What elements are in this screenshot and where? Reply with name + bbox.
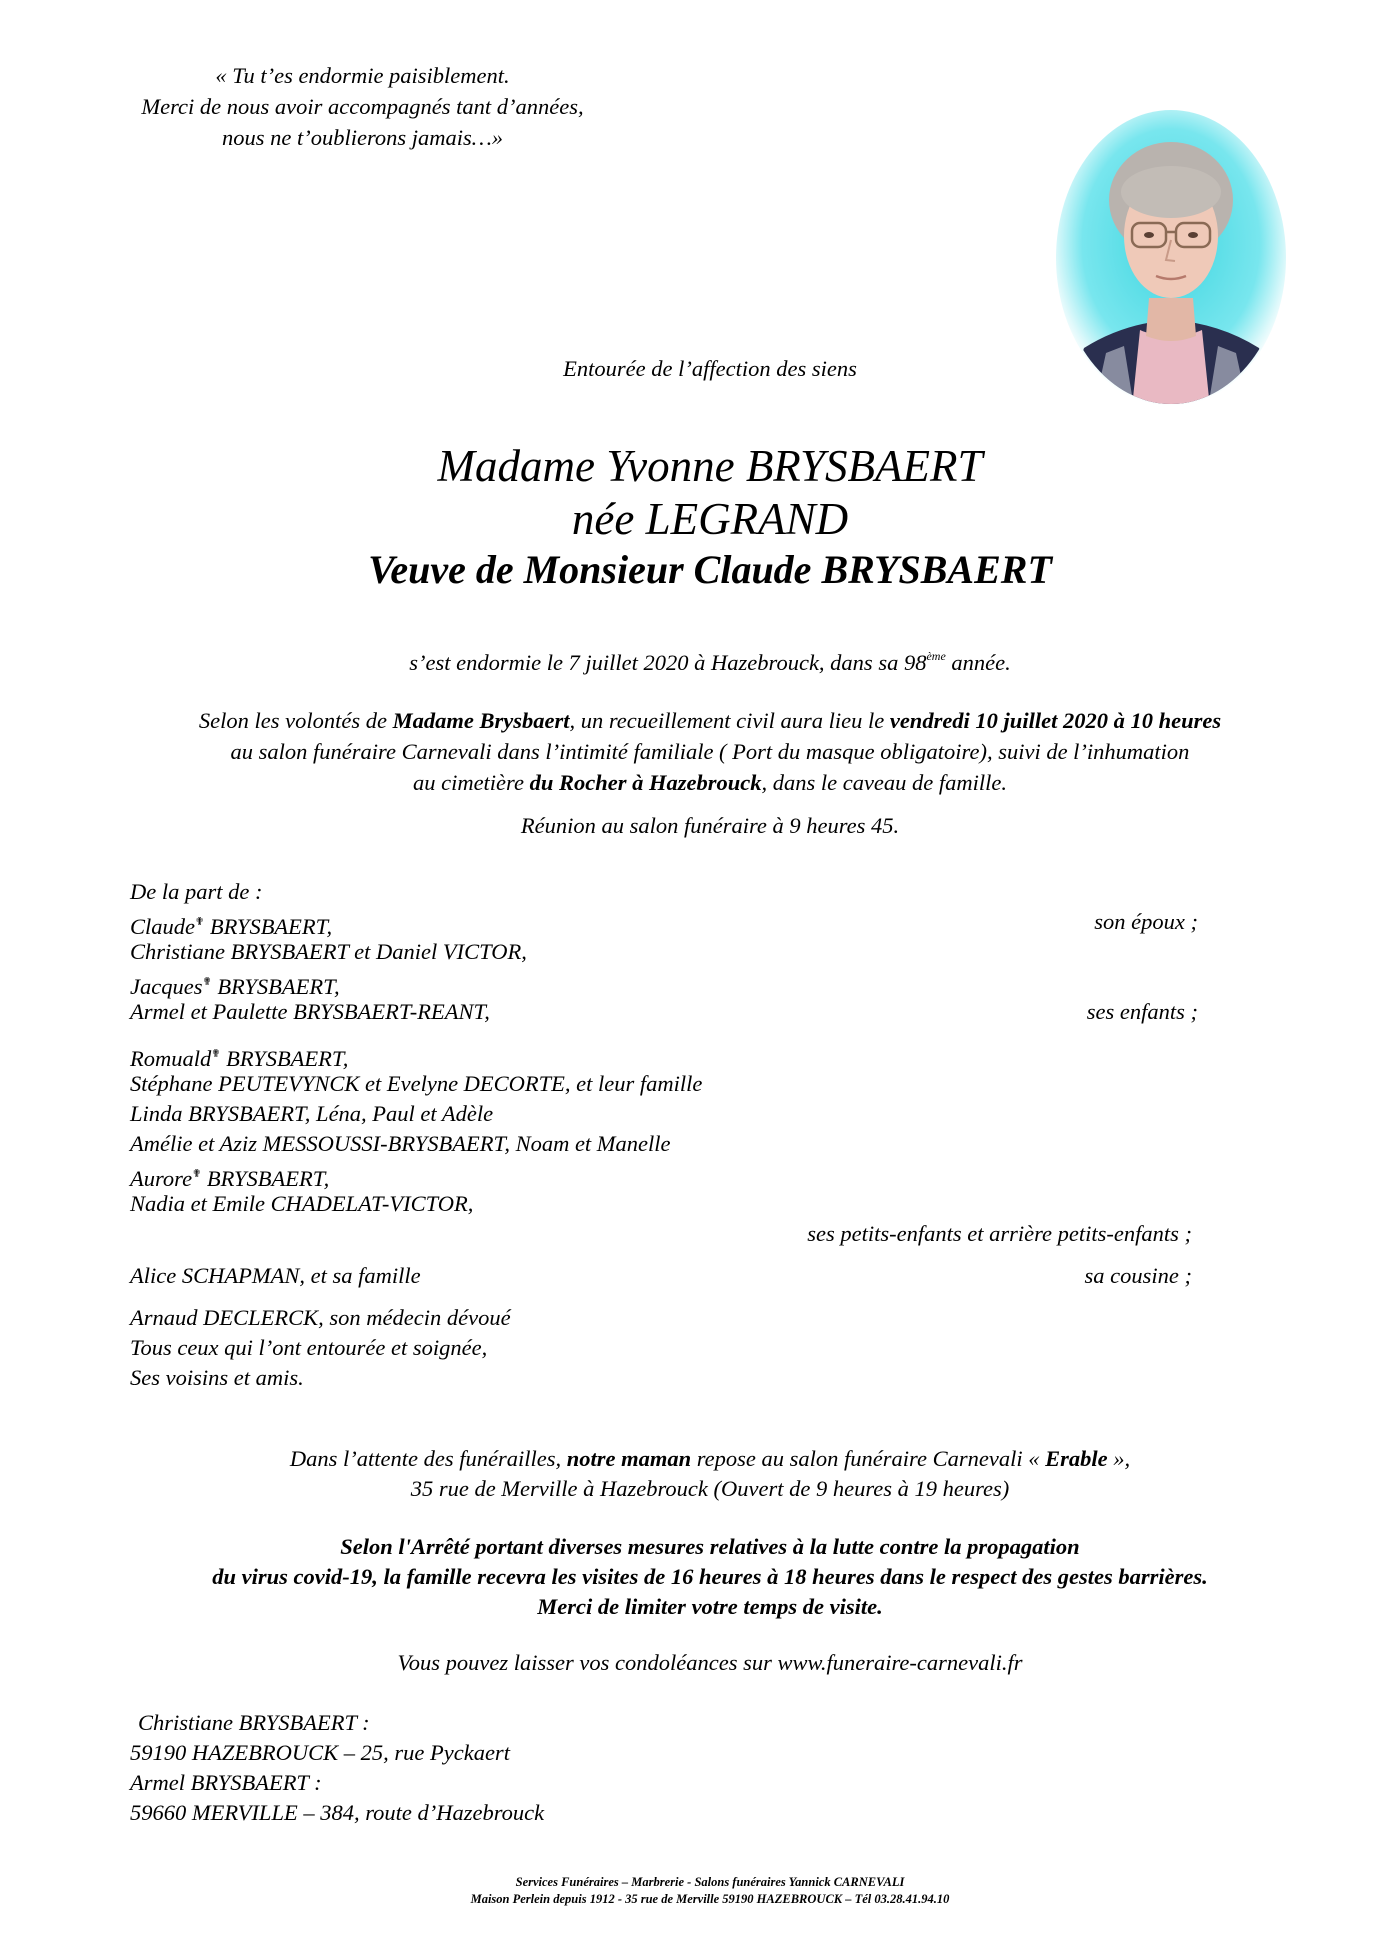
covid-line: du virus covid-19, la famille recevra les visites de 16 heures à 18 heures dans le respect des gestes barrières. (212, 1564, 1208, 1589)
ceremony-line (110, 705, 1310, 736)
family-row (130, 1261, 1210, 1291)
family-header (130, 877, 1210, 907)
ceremony-text: , un recueillement civil aura lieu le (569, 708, 890, 733)
quote-line: nous ne t’oublierons jamais…» (221, 125, 504, 150)
covid-notice (0, 1532, 1378, 1622)
address-line: Armel BRYSBAERT : (130, 1770, 322, 1795)
family-addresses (130, 1708, 544, 1828)
deceased-cross-icon: ✟ (195, 916, 205, 928)
family-name: BRYSBAERT, (211, 974, 340, 999)
family-row (130, 1099, 1210, 1129)
footer (0, 1874, 1378, 1908)
deceased-cross-icon: ✟ (192, 1168, 202, 1180)
family-name: BRYSBAERT, (204, 914, 333, 939)
family-name: Amélie et Aziz MESSOUSSI-BRYSBAERT, Noam et Manelle (130, 1131, 671, 1156)
family-row (130, 1129, 1210, 1159)
ceremony-bold: Madame Brysbaert (392, 708, 570, 733)
family-row (130, 1189, 1210, 1219)
wake-line (0, 1444, 1378, 1474)
footer-line: Maison Perlein depuis 1912 - 35 rue de Merville 59190 HAZEBROUCK – Tél 03.28.41.94.10 (470, 1892, 950, 1906)
family-role: son époux ; (1094, 909, 1198, 934)
family-name: Aurore (130, 1166, 193, 1191)
wake-bold: notre maman (566, 1446, 692, 1471)
family-name: BRYSBAERT, (201, 1166, 330, 1191)
death-text: s’est endormie le 7 juillet 2020 à Hazebrouck, dans sa 98 (409, 650, 927, 675)
family-role: sa cousine ; (1084, 1263, 1192, 1288)
family-row (130, 1039, 1210, 1069)
family-row (130, 937, 1210, 967)
family-name: Nadia et Emile CHADELAT-VICTOR, (130, 1191, 474, 1216)
ceremony-paragraph (110, 705, 1310, 798)
family-name: Jacques (130, 974, 203, 999)
family-name: Christiane BRYSBAERT et Daniel VICTOR, (130, 939, 527, 964)
wake-line: 35 rue de Merville à Hazebrouck (Ouvert de 9 heures à 19 heures) (410, 1476, 1010, 1501)
family-list (130, 877, 1210, 1393)
family-role: ses petits-enfants et arrière petits-enfants ; (807, 1221, 1192, 1246)
address-line: Christiane BRYSBAERT : (138, 1710, 370, 1735)
footer-line: Services Funéraires – Marbrerie - Salons funéraires Yannick CARNEVALI (515, 1875, 905, 1889)
widow-of: Veuve de Monsieur Claude BRYSBAERT (368, 547, 1052, 592)
family-role: ses enfants ; (1086, 999, 1198, 1024)
covid-line: Selon l'Arrêté portant diverses mesures relatives à la lutte contre la propagation (340, 1534, 1080, 1559)
wake-text: Dans l’attente des funérailles, (289, 1446, 567, 1471)
family-name: Ses voisins et amis. (130, 1365, 304, 1390)
ceremony-text: , dans le caveau de famille. (761, 770, 1008, 795)
death-text-end: année. (945, 650, 1011, 675)
family-row (130, 907, 1210, 937)
death-statement (0, 649, 1378, 676)
ceremony-text: Selon les volontés de (198, 708, 393, 733)
quote-line: Merci de nous avoir accompagnés tant d’années, (141, 94, 584, 119)
wake-text: », (1107, 1446, 1131, 1471)
family-row (130, 1363, 1210, 1393)
ceremony-line: au salon funéraire Carnevali dans l’intimité familiale ( Port du masque obligatoire), suivi de l’inhumation (230, 739, 1190, 764)
family-name: Alice SCHAPMAN, et sa famille (130, 1263, 421, 1288)
ceremony-date: vendredi 10 juillet 2020 à 10 heures (889, 708, 1222, 733)
intro-text: Entourée de l’affection des siens (563, 356, 857, 381)
family-row (130, 1159, 1210, 1189)
family-row (130, 1219, 1210, 1249)
maiden-name: née LEGRAND (571, 494, 849, 544)
ordinal-suffix: ème (926, 649, 946, 663)
deceased-cross-icon: ✟ (202, 976, 212, 988)
reunion-text: Réunion au salon funéraire à 9 heures 45. (520, 813, 900, 838)
address-line: 59660 MERVILLE – 384, route d’Hazebrouck (130, 1800, 545, 1825)
family-name: Romuald (130, 1046, 212, 1071)
family-name: Linda BRYSBAERT, Léna, Paul et Adèle (130, 1101, 494, 1126)
family-row (130, 1069, 1210, 1099)
cemetery-name: du Rocher à Hazebrouck (529, 770, 762, 795)
address-line: 59190 HAZEBROUCK – 25, rue Pyckaert (130, 1740, 510, 1765)
quote-line: « Tu t’es endormie paisiblement. (215, 63, 510, 88)
room-name: Erable (1045, 1446, 1108, 1471)
family-name: Claude (130, 914, 195, 939)
opening-quote (100, 60, 625, 153)
family-name: Tous ceux qui l’ont entourée et soignée, (130, 1335, 488, 1360)
family-row (130, 967, 1210, 997)
family-row (130, 1333, 1210, 1363)
family-name: Stéphane PEUTEVYNCK et Evelyne DECORTE, et leur famille (130, 1071, 703, 1096)
family-name: Armel et Paulette BRYSBAERT-REANT, (130, 999, 490, 1024)
family-name: Arnaud DECLERCK, son médecin dévoué (130, 1305, 511, 1330)
wake-text: repose au salon funéraire Carnevali « (691, 1446, 1046, 1471)
covid-line: Merci de limiter votre temps de visite. (537, 1594, 883, 1619)
deceased-name: Madame Yvonne BRYSBAERT (437, 441, 983, 491)
family-row (130, 997, 1210, 1027)
ceremony-text: au cimetière (412, 770, 530, 795)
condolences-text: Vous pouvez laisser vos condoléances sur www.funeraire-carnevali.fr (397, 1650, 1023, 1675)
ceremony-line (110, 767, 1310, 798)
family-name: BRYSBAERT, (220, 1046, 349, 1071)
deceased-cross-icon: ✟ (211, 1048, 221, 1060)
family-row (130, 1303, 1210, 1333)
wake-info (0, 1444, 1378, 1504)
family-header-text: De la part de : (130, 879, 263, 904)
